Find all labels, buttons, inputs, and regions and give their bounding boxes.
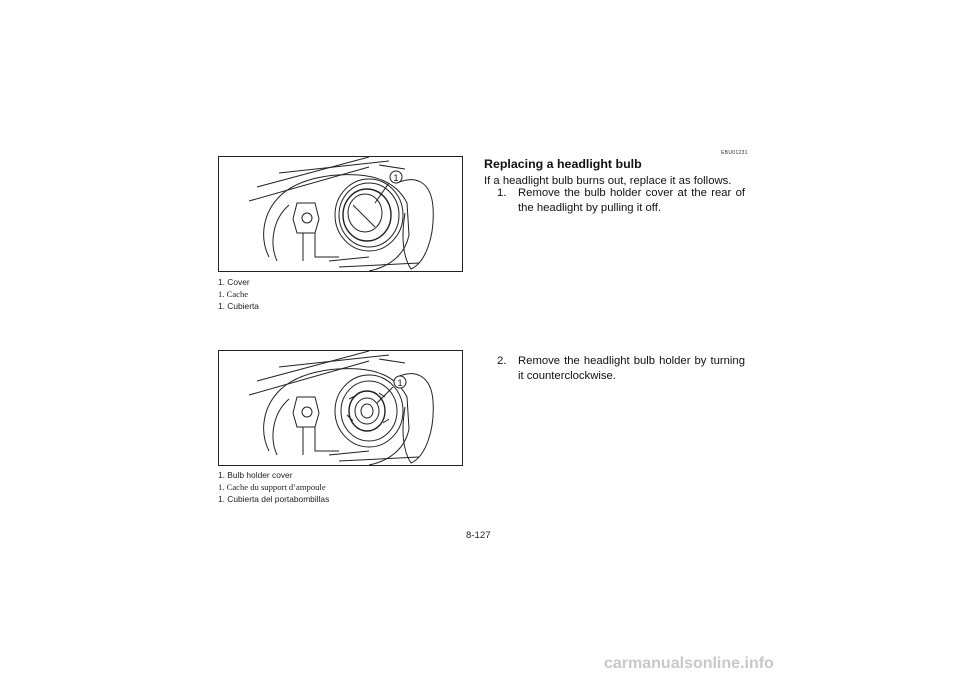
page-number: 8-127	[466, 530, 491, 541]
caption-french: 1. Cache du support d’ampoule	[218, 482, 326, 492]
watermark: carmanualsonline.info	[604, 655, 774, 672]
section-intro: If a headlight bulb burns out, replace it as follows.	[484, 175, 732, 187]
bulb-holder-illustration	[219, 351, 462, 465]
callout-number: 1	[397, 378, 403, 388]
figure-bulb-holder	[218, 350, 463, 466]
caption-english: 1. Cover	[218, 277, 250, 287]
section-heading: Replacing a headlight bulb	[484, 157, 642, 171]
headlight-cover-illustration	[219, 157, 462, 271]
step-2	[497, 354, 745, 383]
caption-french: 1. Cache	[218, 289, 249, 299]
figure1-caption	[218, 276, 259, 312]
step-1	[497, 186, 745, 215]
section-code: EBU01231	[721, 150, 748, 156]
callout-number: 1	[393, 173, 399, 183]
step-number: 2.	[497, 355, 507, 367]
step-text: Remove the headlight bulb holder by turning it counterclockwise.	[518, 355, 745, 382]
step-text: Remove the bulb holder cover at the rear of the headlight by pulling it off.	[518, 187, 745, 214]
caption-spanish: 1. Cubierta	[218, 301, 259, 311]
caption-english: 1. Bulb holder cover	[218, 470, 293, 480]
figure2-caption	[218, 469, 329, 505]
figure-headlight-cover	[218, 156, 463, 272]
step-number: 1.	[497, 187, 507, 199]
caption-spanish: 1. Cubierta del portabombillas	[218, 494, 330, 504]
